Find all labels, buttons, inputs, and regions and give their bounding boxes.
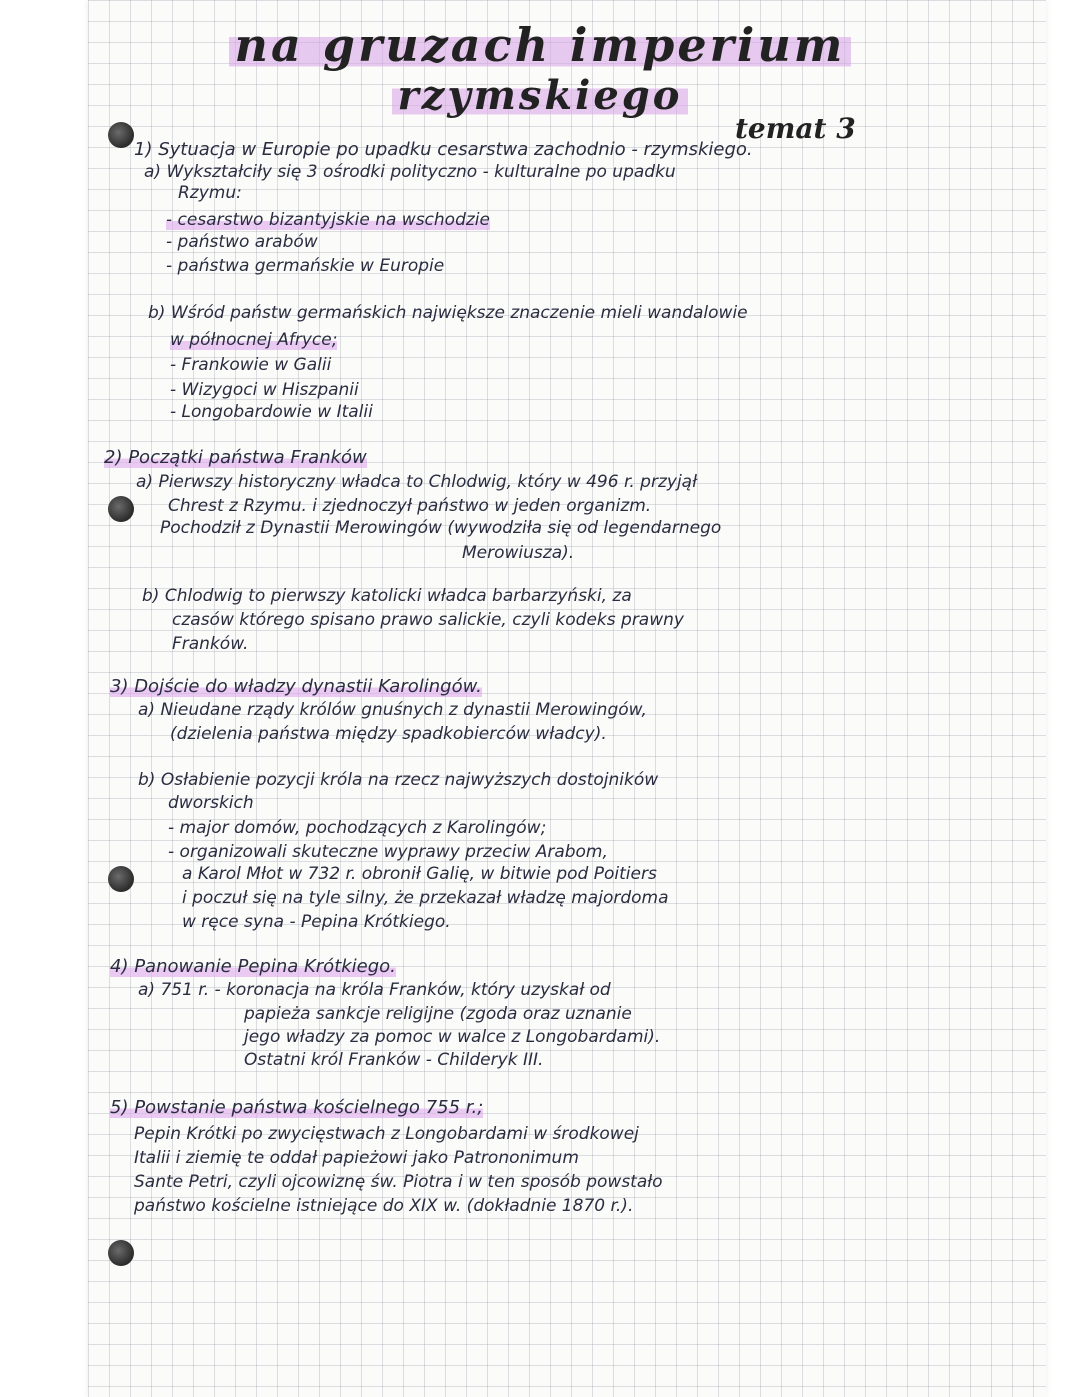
note-line: Sante Petri, czyli ojcowiznę św. Piotra i w ten sposób powstało [134, 1172, 663, 1192]
note-line: i poczuł się na tyle silny, że przekazał władzę majordoma [182, 888, 669, 908]
topic-label: temat 3 [735, 112, 856, 145]
note-line: Pochodził z Dynastii Merowingów (wywodziła się od legendarnego [160, 518, 722, 538]
note-line: (dzielenia państwa między spadkobierców władcy). [170, 724, 607, 744]
note-line: jego władzy za pomoc w walce z Longobardami). [244, 1027, 661, 1047]
note-line: - państwo arabów [166, 232, 318, 252]
section-heading: 3) Dojście do władzy dynastii Karolingów. [110, 676, 482, 697]
section-heading: 5) Powstanie państwa kościelnego 755 r.; [110, 1097, 484, 1118]
note-line: Chrest z Rzymu. i zjednoczył państwo w jeden organizm. [168, 496, 652, 516]
note-line: - Frankowie w Galii [170, 355, 332, 375]
note-line: - organizowali skuteczne wyprawy przeciw Arabom, [168, 842, 608, 862]
note-line: czasów którego spisano prawo salickie, czyli kodeks prawny [172, 610, 684, 630]
note-line: b) Osłabienie pozycji króla na rzecz najwyższych dostojników [138, 770, 659, 790]
note-line: Franków. [172, 634, 249, 654]
note-line: Ostatni król Franków - Childeryk III. [244, 1050, 544, 1070]
note-line: Rzymu: [178, 183, 242, 203]
section-heading: 2) Początki państwa Franków [104, 447, 367, 468]
note-line: państwo kościelne istniejące do XIX w. (dokładnie 1870 r.). [134, 1196, 634, 1216]
note-line: papieża sankcje religijne (zgoda oraz uznanie [244, 1004, 632, 1024]
note-line: Italii i ziemię te oddał papieżowi jako Patrononimum [134, 1148, 579, 1168]
note-line: dworskich [168, 793, 254, 813]
note-line: Pepin Krótki po zwycięstwach z Longobardami w środkowej [134, 1124, 639, 1144]
note-line: - major domów, pochodzących z Karolingów; [168, 818, 547, 838]
note-line: w północnej Afryce; [170, 330, 338, 350]
binder-hole [108, 496, 134, 522]
page-title-line-2: rzymskiego [0, 72, 1080, 119]
section-heading: 4) Panowanie Pepina Krótkiego. [110, 956, 396, 977]
note-line: Merowiusza). [462, 543, 575, 563]
note-line: a Karol Młot w 732 r. obronił Galię, w bitwie pod Poitiers [182, 864, 657, 884]
page-title: na gruzach imperium [0, 18, 1080, 72]
binder-hole [108, 866, 134, 892]
note-line: a) Wykształciły się 3 ośrodki polityczno - kulturalne po upadku [144, 162, 676, 182]
note-line: a) Nieudane rządy królów gnuśnych z dynastii Merowingów, [138, 700, 647, 720]
note-line: b) Wśród państw germańskich największe znaczenie mieli wandalowie [148, 303, 748, 323]
note-line: - cesarstwo bizantyjskie na wschodzie [166, 210, 490, 230]
binder-hole [108, 122, 134, 148]
note-line: b) Chlodwig to pierwszy katolicki władca barbarzyński, za [142, 586, 632, 606]
note-line: a) Pierwszy historyczny władca to Chlodwig, który w 496 r. przyjął [136, 472, 697, 492]
note-line: - Longobardowie w Italii [170, 402, 373, 422]
note-line: - państwa germańskie w Europie [166, 256, 445, 276]
binder-hole [108, 1240, 134, 1266]
note-line: - Wizygoci w Hiszpanii [170, 380, 359, 400]
note-line: a) 751 r. - koronacja na króla Franków, który uzyskał od [138, 980, 611, 1000]
section-heading: 1) Sytuacja w Europie po upadku cesarstwa zachodnio - rzymskiego. [134, 139, 753, 160]
note-line: w ręce syna - Pepina Krótkiego. [182, 912, 451, 932]
